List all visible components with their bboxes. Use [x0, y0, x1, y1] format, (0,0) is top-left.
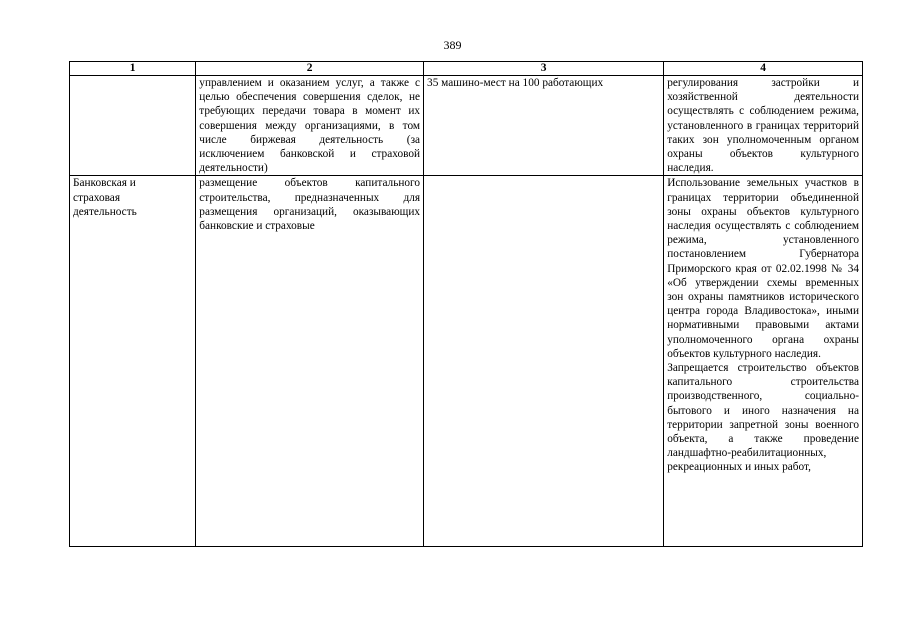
- page-number: 389: [443, 38, 462, 52]
- column-header-2: 2: [196, 62, 424, 76]
- restrictions-paragraph-1: Использование земельных участков в границах территории объединенной зоны охраны объектов культурного наследия осуществлять с соблюдением режима, установленного постановлением Губернатора Приморского края от 02.02.1998 № 34 «Об утверждении схемы временных зон охраны памятников исторического центра города Владивостока», иными нормативными правовыми актами уполномоченного органа охраны объектов культурного наследия.: [667, 177, 859, 360]
- row2-restrictions: [664, 176, 863, 547]
- row2-parking-norm: [424, 176, 664, 547]
- activity-name-text: Банковская и страховая деятельность: [73, 177, 137, 218]
- column-header-1: 1: [70, 62, 196, 76]
- row2-description: размещение объектов капитального строительства, предназначенных для размещения организаций, оказывающих банковские и страховые: [196, 176, 424, 547]
- row1-description: управлением и оказанием услуг, а также с целью обеспечения совершения сделок, не требующих передачи товара в момент их совершения между организациями, в том числе биржевая деятельность (за исключением банковской и страховой деятельности): [196, 76, 424, 176]
- column-header-3: 3: [424, 62, 664, 76]
- restrictions-paragraph-2: Запрещается строительство объектов капитального строительства производственного, социально-бытового и иного назначения на территории запретной зоны военного объекта, а также проведение ландшафтно-реабилитационных, рекреационных и иных работ,: [667, 362, 859, 474]
- row1-restrictions: регулирования застройки и хозяйственной деятельности осуществлять с соблюдением режима, установленного в границах территорий таких зон уполномоченным органом охраны объектов культурного наследия.: [664, 76, 863, 176]
- column-header-4: 4: [664, 62, 863, 76]
- table-row: [70, 76, 863, 176]
- row1-parking-norm: 35 машино-мест на 100 работающих: [424, 76, 664, 176]
- table-row: [70, 176, 863, 547]
- row1-activity-name: [70, 76, 196, 176]
- row2-activity-name: [70, 176, 196, 547]
- regulations-table: [69, 61, 863, 547]
- table-header-row: [70, 62, 863, 76]
